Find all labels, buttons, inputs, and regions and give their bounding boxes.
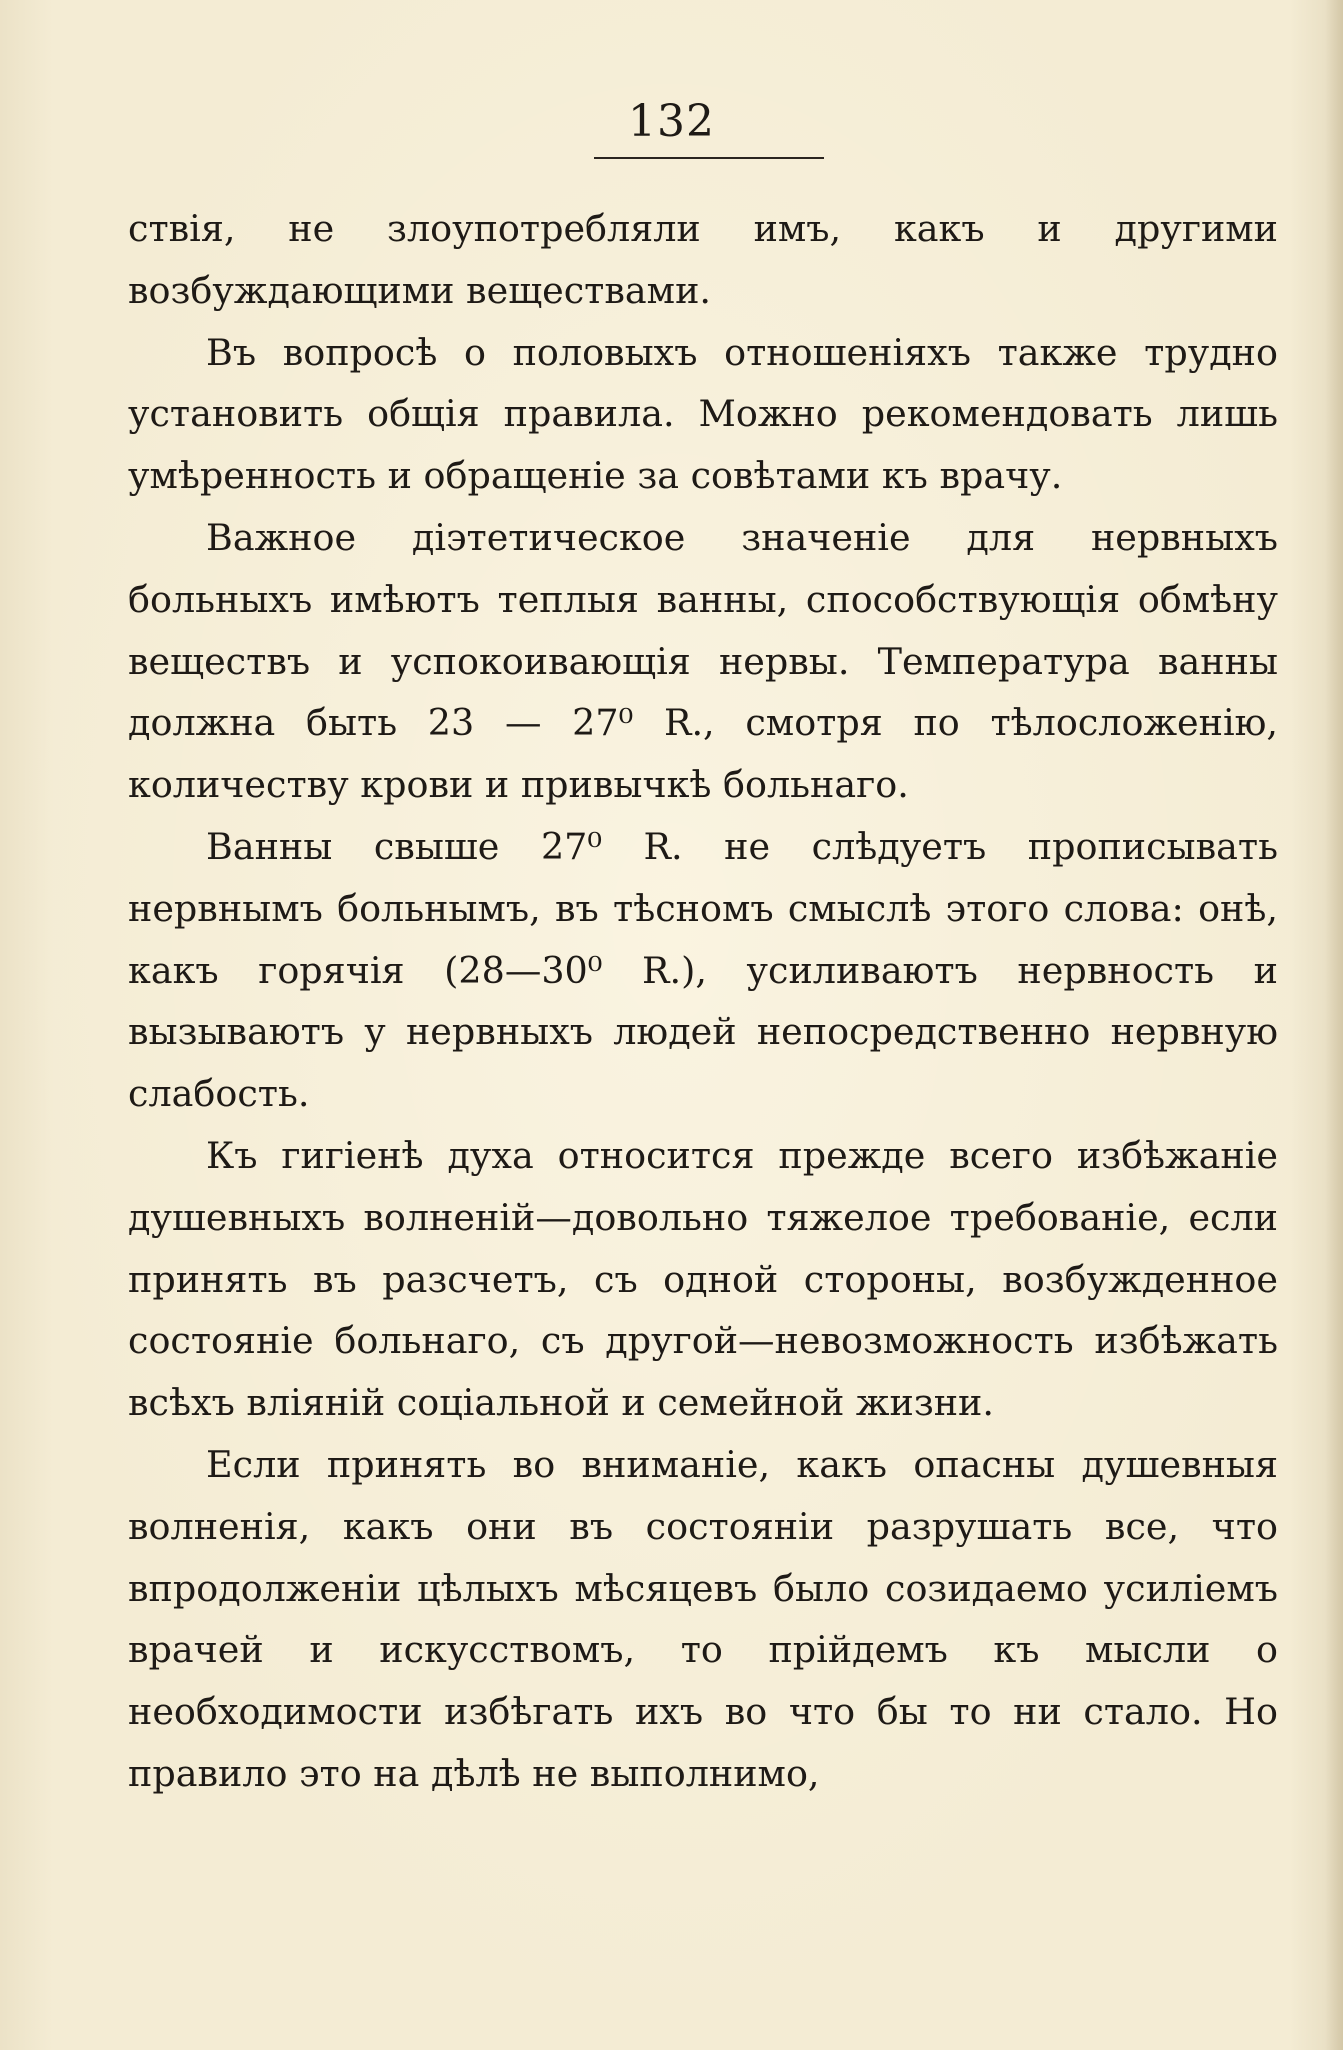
paragraph-emotional-disturbances: Если принять во вниманіе, какъ опасны душевныя волненія, какъ они въ состояніи разрушать все, что впродолженіи цѣлыхъ мѣсяцевъ было созидаемо усиліемъ врачей и искусствомъ, то прійдемъ къ мысли о необходимости избѣгать ихъ во что бы то ни стало. Но правило это на дѣлѣ не выполнимо, [128, 1442, 1278, 1795]
paragraph-sexual-relations: Въ вопросѣ о половыхъ отношеніяхъ также трудно установить общія правила. Можно рекомендовать лишь умѣренность и обращеніе за совѣтами къ врачу. [128, 330, 1278, 498]
paragraph-continuation: ствія, не злоупотребляли имъ, какъ и другими возбуждающими веществами. [128, 207, 1278, 312]
header-rule [594, 157, 824, 159]
paragraph-hot-baths: Ванны свыше 27⁰ R. не слѣдуетъ прописывать нервнымъ больнымъ, въ тѣсномъ смыслѣ этого слова: онѣ, какъ горячія (28—30⁰ R.), усиливаютъ нервность и вызываютъ у нервныхъ людей непосредственно нервную слабость. [128, 824, 1278, 1116]
paragraph-warm-baths: Важное діэтетическое значеніе для нервныхъ больныхъ имѣютъ теплыя ванны, способствующія обмѣну веществъ и успокоивающія нервы. Температура ванны должна быть 23 — 27⁰ R., смотря по тѣлосложенію, количеству крови и привычкѣ больнаго. [128, 515, 1278, 807]
page-number: 132 [628, 96, 715, 147]
body-text [128, 198, 1278, 1805]
page-edge-shade [1325, 0, 1343, 2050]
paragraph-hygiene-of-spirit: Къ гигіенѣ духа относится прежде всего избѣжаніе душевныхъ волненій—довольно тяжелое требованіе, если принять въ разсчетъ, съ одной стороны, возбужденное состояніе больнаго, съ другой—невозможность избѣжать всѣхъ вліяній соціальной и семейной жизни. [128, 1133, 1278, 1425]
